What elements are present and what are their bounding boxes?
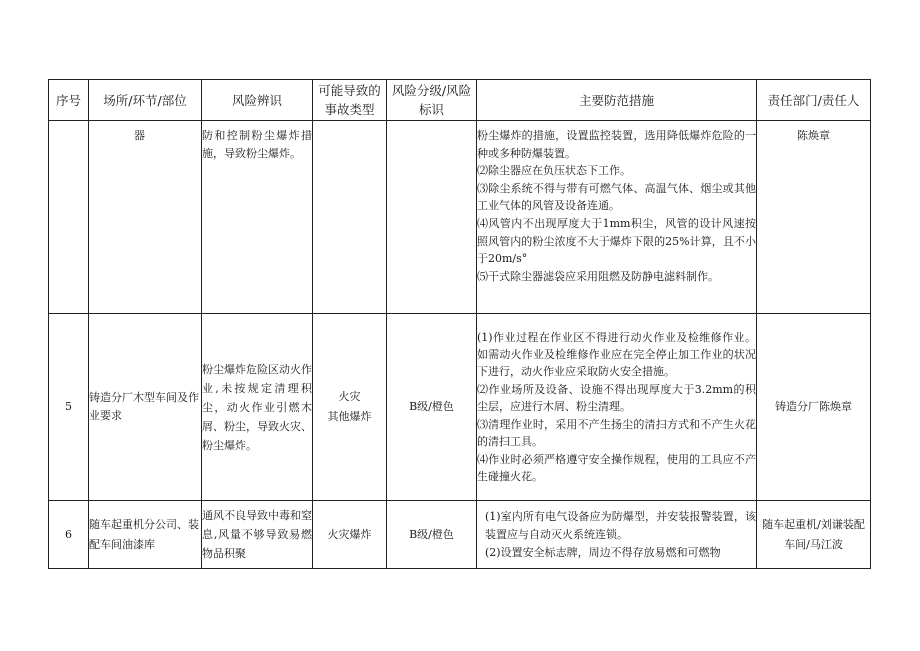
accident-type-item: 火灾 (338, 390, 361, 403)
row-risk-level (387, 121, 477, 314)
measure-item: ⑷风管内不出现厚度大于1mm积尘，风管的设计风速按照风管内的粉尘浓度不大于爆炸下限的25%计算，且不小于20m∕s° (477, 216, 756, 266)
measure-item: ⑷作业时必须严格遵守安全操作规程，使用的工具应不产生碰撞火花。 (477, 452, 756, 483)
row-risk-identification: 通风不良导致中毒和窒息,风量不够导致易燃物品积聚 (202, 501, 313, 569)
row-risk-identification: 粉尘爆炸危险区动火作业,未按规定清理积尘，动火作业引燃木屑、粉尘，导致火灾、粉尘爆炸。 (202, 314, 313, 501)
header-seq: 序号 (49, 80, 89, 121)
row-responsible: 铸造分厂陈焕章 (757, 314, 871, 501)
accident-type-item: 火灾爆炸 (327, 527, 372, 541)
row-seq (49, 121, 89, 314)
measure-item: (2)设置安全标志牌，周边不得存放易燃和可燃物 (485, 545, 721, 559)
row-measures (477, 314, 757, 501)
row-measures (477, 501, 757, 569)
row-location: 随车起重机分公司、装配车间油漆库 (89, 501, 202, 569)
table-row (49, 314, 871, 501)
header-risk-identification: 风险辨识 (202, 80, 313, 121)
header-responsible: 责任部门/责任人 (757, 80, 871, 121)
measure-item: ⑶除尘系统不得与带有可燃气体、高温气体、烟尘或其他工业气体的风管及设备连通。 (477, 181, 756, 213)
row-measures (477, 121, 757, 314)
measure-item: ⑶清理作业时，采用不产生扬尘的清扫方式和不产生火花的清扫工具。 (477, 417, 756, 449)
row-accident-type (313, 121, 387, 314)
row-accident-type (313, 501, 387, 569)
header-accident-type: 可能导致的事故类型 (313, 80, 387, 121)
row-responsible: 陈焕章 (757, 121, 871, 314)
row-accident-type (313, 314, 387, 501)
location-text: 器 (134, 129, 145, 142)
measure-item: (1)室内所有电气设备应为防爆型，并安装报警装置，该装置应与自动灭火系统连锁。 (485, 509, 756, 541)
header-location: 场所/环节/部位 (89, 80, 202, 121)
measure-item: 粉尘爆炸的措施，设置监控装置，选用降低爆炸危险的一种或多种防爆装置。 (477, 129, 756, 160)
row-risk-identification: 防和控制粉尘爆炸措施，导致粉尘爆炸。 (202, 121, 313, 314)
accident-type-item: 其他爆炸 (327, 410, 372, 423)
table-row (49, 121, 871, 314)
row-seq: 5 (49, 314, 89, 501)
measure-item: ⑵除尘器应在负压状态下工作。 (477, 164, 631, 178)
row-location (89, 121, 202, 314)
table-row (49, 501, 871, 569)
table-header-row (49, 80, 871, 121)
row-location: 铸造分厂木型车间及作业要求 (89, 314, 202, 501)
header-measures: 主要防范措施 (477, 80, 757, 121)
row-risk-level: B级/橙色 (387, 501, 477, 569)
risk-table (48, 79, 871, 569)
row-responsible: 随车起重机/刘谦装配车间/马江波 (757, 501, 871, 569)
row-risk-level: B级/橙色 (387, 314, 477, 501)
measure-item: ⑵作业场所及设备、设施不得出现厚度大于3.2mm的积尘层，应进行木屑、粉尘清理。 (477, 382, 756, 414)
measure-item: ⑸干式除尘器滤袋应采用阻燃及防静电滤料制作。 (477, 269, 719, 283)
row-seq: 6 (49, 501, 89, 569)
measure-item: (1)作业过程在作业区不得进行动火作业及检维修作业。如需动火作业及检维修作业应在完全停止加工作业的状况下进行，动火作业应采取防火安全措施。 (477, 330, 756, 379)
header-risk-level: 风险分级/风险标识 (387, 80, 477, 121)
